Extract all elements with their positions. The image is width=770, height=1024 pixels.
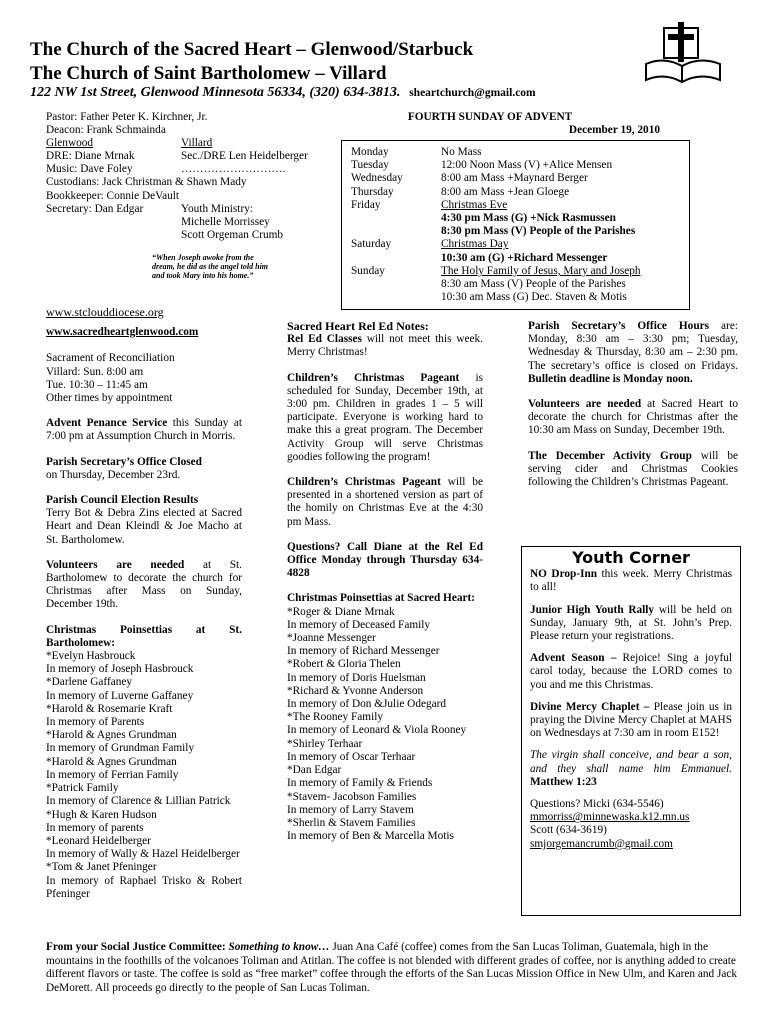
poinsettia-entry: In memory of Leonard & Viola Rooney [287,724,467,737]
drop-inn-note: NO Drop-Inn this week. Merry Christmas to all! [530,568,732,594]
schedule-text: 8:00 am Mass +Jean Gloege [441,185,570,198]
youth-email-1[interactable]: mmorriss@minnewaska.k12.mn.us [530,811,690,824]
schedule-row [351,225,689,238]
reconciliation-other: Other times by appointment [46,392,173,405]
schedule-day: Monday [351,146,389,158]
schedule-day: Wednesday [351,172,403,185]
office-closed: Parish Secretary’s Office Closed on Thursday, December 23rd. [46,455,202,481]
schedule-day: Sunday [351,264,385,277]
divine-mercy-note: Divine Mercy Chaplet – Please join us in praying the Divine Mercy Chaplet at MAHS on Wednesdays at 7:30 am in room E152! [530,700,732,740]
poinsettia-entry: In memory of Grundman Family [46,742,195,755]
schedule-row [351,278,689,291]
deacon: Deacon: Frank Schmainda [46,124,166,137]
youth-minister-2: Scott Orgeman Crumb [181,229,284,242]
schedule-day: Thursday [351,185,394,198]
poinsettia-entry: *Roger & Diane Mrnak [287,605,395,618]
poinsettia-entry: *Stavem- Jacobson Families [287,790,417,803]
poinsettia-entry: *Darlene Gaffaney [46,676,133,689]
pastor: Pastor: Father Peter K. Kirchner, Jr. [46,111,208,123]
dots: ………………………. [181,163,286,176]
schedule-row [351,146,689,159]
villard-heading: Villard [181,137,213,150]
poinsettia-entry: In memory of parents [46,821,144,834]
youth-ministry: Youth Ministry: [181,202,253,215]
schedule-row [351,291,689,304]
schedule-date: December 19, 2010 [568,124,660,136]
schedule-text: 8:00 am Mass +Maynard Berger [441,172,588,185]
poinsettia-entry: In memory of Raphael Trisko & Robert Pfeninger [46,874,242,900]
schedule-text: Christmas Day [441,238,509,251]
poinsettias-bart-list [46,650,242,901]
poinsettia-entry: In memory of Clarence & Lillian Patrick [46,795,231,808]
church-name-2: The Church of Saint Bartholomew – Villard [30,63,387,84]
poinsettia-entry: In memory of Larry Stavem [287,803,414,816]
church-name-1: The Church of the Sacred Heart – Glenwood/Starbuck [30,39,474,60]
youth-rally-note: Junior High Youth Rally will be held on Sunday, January 9th, at St. John’s Prep. Please return your registrations. [530,603,733,643]
youth-contact-1: Questions? Micki (634-5546) [530,798,664,811]
schedule-text: 10:30 am (G) +Richard Messenger [441,251,608,264]
poinsettia-entry: *Leonard Heidelberger [46,834,151,847]
right-column [528,320,738,498]
schedule-row [351,212,689,225]
poinsettia-entry: *Harold & Agnes Grundman [46,729,177,742]
schedule-day: Friday [351,198,381,211]
social-justice-note: From your Social Justice Committee: Something to know… Juan Ana Café (coffee) comes from the San Lucas Toliman, Guatemala, high in the mountains in the foothills of the volcanoes Toliman and Atitlan. The coffee is not blended with different grades of coffee, nor is anything added to create different flavors or taste. The coffee is sold as “free market” coffee through the efforts of the San Lucas Mission Office in New Ulm, and Karen and Jack DeMorett. All proceeds go directly to the people of San Lucas Toliman. [46,941,738,994]
poinsettia-entry: In memory of Oscar Terhaar [287,750,416,763]
schedule-row [351,186,689,199]
address: 122 NW 1st Street, Glenwood Minnesota 56334, (320) 634-3813. [30,85,401,100]
poinsettia-entry: *Shirley Terhaar [287,737,363,750]
pageant-eve-note: Children’s Christmas Pageant will be presented in a shortened version as part of the homily on Christmas Eve at the 4:30 pm Mass. [287,476,483,528]
poinsettia-entry: *Joanne Messenger [287,632,376,645]
council-results: Parish Council Election Results Terry Bot & Debra Zins elected at Sacred Heart and Dean Kleindl & Joe Macho at St. Bartholomew. [46,494,242,546]
poinsettia-entry: In memory of Deceased Family [287,618,431,631]
schedule-day [351,252,441,265]
diocese-link[interactable]: www.stclouddiocese.org [46,305,164,319]
sec-dre: Sec./DRE Len Heidelberger [181,150,308,163]
schedule-row [351,172,689,185]
poinsettia-entry: In memory of Family & Friends [287,777,433,790]
poinsettia-entry: *Richard & Yvonne Anderson [287,684,424,697]
youth-minister-1: Michelle Morrissey [181,215,270,228]
youth-contact-2: Scott (634-3619) [530,824,607,837]
schedule-row [351,199,689,212]
youth-corner-title: Youth Corner [572,548,690,567]
schedule-row [351,265,689,278]
mass-schedule-box [341,140,690,310]
rel-ed-questions: Questions? Call Diane at the Rel Ed Office Monday through Thursday 634-4828 [287,540,483,580]
poinsettia-entry: In memory of Doris Huelsman [287,671,426,684]
left-column [46,306,242,901]
poinsettia-entry: In memory of Richard Messenger [287,645,440,658]
schedule-text: The Holy Family of Jesus, Mary and Joseph [441,264,641,277]
rel-ed-classes: Rel Ed Classes will not meet this week. Merry Christmas! [287,333,483,359]
rel-ed-title: Sacred Heart Rel Ed Notes: [287,319,429,333]
poinsettias-sh-list [287,606,483,844]
dre: DRE: Diane Mrnak [46,150,135,163]
poinsettia-entry: In memory of Wally & Hazel Heidelberger [46,848,240,861]
glenwood-heading: Glenwood [46,137,94,150]
poinsettia-entry: *Patrick Family [46,782,119,795]
poinsettia-entry: In memory of Joseph Hasbrouck [46,663,194,676]
youth-corner-box [521,546,741,916]
poinsettia-entry: In memory of Ben & Marcella Motis [287,830,454,843]
poinsettia-entry: *Evelyn Hasbrouck [46,650,136,663]
poinsettia-entry: In memory of Parents [46,716,145,729]
staff-list [46,111,346,242]
poinsettia-entry: *Dan Edgar [287,764,342,777]
schedule-day [351,212,441,225]
secretary: Secretary: Dan Edgar [46,202,144,215]
mass-schedule [351,146,689,304]
poinsettia-entry: *Hugh & Karen Hudson [46,808,157,821]
poinsettia-entry: In memory of Ferrian Family [46,768,179,781]
email: sheartchurch@gmail.com [409,87,536,99]
poinsettias-bart-title: Christmas Poinsettias at St. Bartholomew: [46,623,242,649]
schedule-row [351,159,689,172]
middle-column [287,320,483,843]
schedule-text: No Mass [441,146,482,158]
office-hours: Parish Secretary’s Office Hours are: Monday, 8:30 am – 3:30 pm; Tuesday, Wednesday & Thursday, 8:30 am – 2:30 pm. The secretary’s office is closed on Fridays. Bulletin deadline is Monday noon. [528,320,738,385]
reconciliation-title: Sacrament of Reconciliation [46,352,175,365]
schedule-text: 8:30 pm Mass (V) People of the Parishes [441,225,636,238]
advent-penance: Advent Penance Service this Sunday at 7:00 pm at Assumption Church in Morris. [46,417,242,443]
reconciliation-villard: Villard: Sun. 8:00 am [46,365,144,378]
schedule-title: FOURTH SUNDAY OF ADVENT [407,111,573,123]
schedule-text: 12:00 Noon Mass (V) +Alice Mensen [441,159,613,172]
schedule-row [351,252,689,265]
poinsettia-entry: *Harold & Agnes Grundman [46,755,177,768]
bookkeeper: Bookkeeper: Connie DeVault [46,189,180,202]
reconciliation-tuesday: Tue. 10:30 – 11:45 am [46,378,148,391]
schedule-text: 8:30 am Mass (V) People of the Parishes [441,278,626,291]
music: Music: Dave Foley [46,163,133,176]
joseph-quote: “When Joseph awoke from the dream, he did as the angel told him and took Mary into his home.” [152,253,269,280]
church-logo-icon [640,20,726,88]
poinsettia-entry: *The Rooney Family [287,711,384,724]
schedule-text: Christmas Eve [441,198,508,211]
schedule-day: Tuesday [351,159,389,172]
pageant-note: Children’s Christmas Pageant is scheduled for Sunday, December 19th, at 3:00 pm. Children in grades 1 – 5 will participate. Everyone is working hard to make this a great program. The December Activity Group will serve Christmas goodies following the program! [287,371,483,463]
schedule-day: Saturday [351,238,392,251]
schedule-text: 4:30 pm Mass (G) +Nick Rasmussen [441,212,616,225]
schedule-row [351,238,689,251]
scripture-verse: The virgin shall conceive, and bear a son, and they shall name him Emmanuel. Matthew 1:23 [530,749,732,788]
schedule-day [351,278,441,291]
schedule-text: 10:30 am Mass (G) Dec. Staven & Motis [441,291,627,304]
poinsettia-entry: *Robert & Gloria Thelen [287,658,401,671]
poinsettia-entry: In memory of Luverne Gaffaney [46,689,194,702]
parish-website-link[interactable]: www.sacredheartglenwood.com [46,326,199,339]
activity-group: The December Activity Group will be serving cider and Christmas Cookies following the Children’s Christmas Pageant. [528,449,738,489]
advent-season-note: Advent Season – Rejoice! Sing a joyful carol today, because the LORD comes to you and me this Christmas. [530,652,733,691]
poinsettias-sh-title: Christmas Poinsettias at Sacred Heart: [287,592,476,605]
poinsettia-entry: *Tom & Janet Pfeninger [46,861,157,874]
schedule-day [351,291,441,304]
custodians: Custodians: Jack Christman & Shawn Mady [46,176,247,189]
volunteers-st-bart: Volunteers are needed at St. Bartholomew to decorate the church for Christmas after Mass on Sunday, December 19th. [46,558,243,611]
youth-email-2[interactable]: smjorgemancrumb@gmail.com [530,837,673,850]
poinsettia-entry: *Sherlin & Stavem Families [287,816,416,829]
poinsettia-entry: In memory of Don &Julie Odegard [287,698,447,711]
poinsettia-entry: *Harold & Rosemarie Kraft [46,702,173,715]
schedule-day [351,225,441,238]
volunteers-sacred-heart: Volunteers are needed at Sacred Heart to decorate the church for Christmas after the 10:30 am Mass on Sunday, December 19th. [528,398,739,437]
